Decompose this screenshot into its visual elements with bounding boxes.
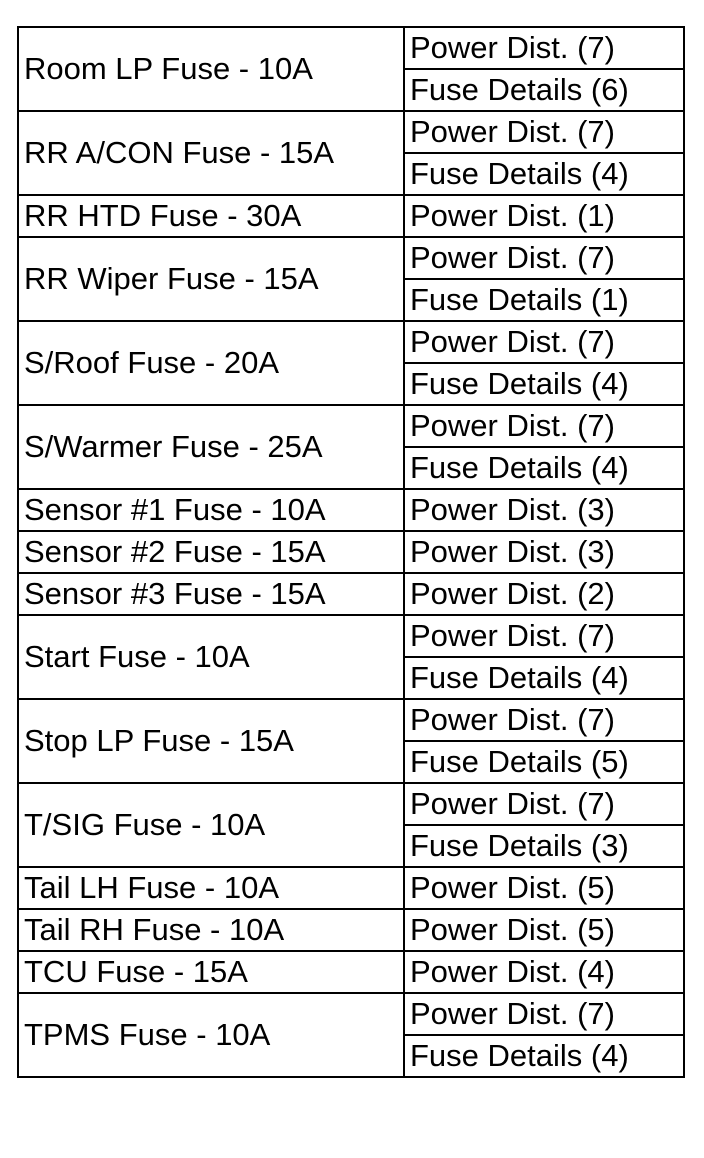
- fuse-table-body: [18, 27, 684, 1077]
- table-row: [18, 909, 684, 951]
- fuse-name-cell: TCU Fuse - 15A: [18, 951, 404, 993]
- power-dist-reference-cell: Power Dist. (3): [404, 531, 684, 573]
- table-row: [18, 111, 684, 153]
- fuse-name-cell: Start Fuse - 10A: [18, 615, 404, 699]
- fuse-name-cell: S/Warmer Fuse - 25A: [18, 405, 404, 489]
- power-dist-reference-cell: Power Dist. (1): [404, 195, 684, 237]
- fuse-name-cell: TPMS Fuse - 10A: [18, 993, 404, 1077]
- table-row: [18, 531, 684, 573]
- table-row: [18, 615, 684, 657]
- power-dist-reference-cell: Power Dist. (7): [404, 237, 684, 279]
- table-row: [18, 573, 684, 615]
- table-row: [18, 195, 684, 237]
- fuse-details-reference-cell: Fuse Details (5): [404, 741, 684, 783]
- fuse-name-cell: RR A/CON Fuse - 15A: [18, 111, 404, 195]
- table-row: [18, 993, 684, 1035]
- table-row: [18, 237, 684, 279]
- fuse-name-cell: RR HTD Fuse - 30A: [18, 195, 404, 237]
- power-dist-reference-cell: Power Dist. (2): [404, 573, 684, 615]
- power-dist-reference-cell: Power Dist. (5): [404, 867, 684, 909]
- fuse-name-cell: Sensor #3 Fuse - 15A: [18, 573, 404, 615]
- fuse-name-cell: S/Roof Fuse - 20A: [18, 321, 404, 405]
- power-dist-reference-cell: Power Dist. (7): [404, 27, 684, 69]
- table-row: [18, 699, 684, 741]
- table-row: [18, 489, 684, 531]
- table-row: [18, 405, 684, 447]
- fuse-details-reference-cell: Fuse Details (4): [404, 363, 684, 405]
- fuse-details-reference-cell: Fuse Details (4): [404, 1035, 684, 1077]
- fuse-index-table: [17, 26, 685, 1078]
- fuse-name-cell: Sensor #1 Fuse - 10A: [18, 489, 404, 531]
- fuse-details-reference-cell: Fuse Details (6): [404, 69, 684, 111]
- power-dist-reference-cell: Power Dist. (7): [404, 321, 684, 363]
- table-row: [18, 867, 684, 909]
- table-row: [18, 951, 684, 993]
- fuse-name-cell: Sensor #2 Fuse - 15A: [18, 531, 404, 573]
- power-dist-reference-cell: Power Dist. (7): [404, 111, 684, 153]
- power-dist-reference-cell: Power Dist. (7): [404, 615, 684, 657]
- fuse-details-reference-cell: Fuse Details (4): [404, 153, 684, 195]
- fuse-name-cell: Stop LP Fuse - 15A: [18, 699, 404, 783]
- fuse-name-cell: Tail RH Fuse - 10A: [18, 909, 404, 951]
- table-row: [18, 783, 684, 825]
- power-dist-reference-cell: Power Dist. (7): [404, 993, 684, 1035]
- fuse-name-cell: Room LP Fuse - 10A: [18, 27, 404, 111]
- power-dist-reference-cell: Power Dist. (7): [404, 405, 684, 447]
- fuse-details-reference-cell: Fuse Details (3): [404, 825, 684, 867]
- fuse-details-reference-cell: Fuse Details (4): [404, 657, 684, 699]
- table-row: [18, 27, 684, 69]
- power-dist-reference-cell: Power Dist. (5): [404, 909, 684, 951]
- power-dist-reference-cell: Power Dist. (7): [404, 783, 684, 825]
- fuse-details-reference-cell: Fuse Details (1): [404, 279, 684, 321]
- power-dist-reference-cell: Power Dist. (3): [404, 489, 684, 531]
- fuse-details-reference-cell: Fuse Details (4): [404, 447, 684, 489]
- fuse-name-cell: Tail LH Fuse - 10A: [18, 867, 404, 909]
- fuse-name-cell: T/SIG Fuse - 10A: [18, 783, 404, 867]
- power-dist-reference-cell: Power Dist. (4): [404, 951, 684, 993]
- power-dist-reference-cell: Power Dist. (7): [404, 699, 684, 741]
- fuse-name-cell: RR Wiper Fuse - 15A: [18, 237, 404, 321]
- table-row: [18, 321, 684, 363]
